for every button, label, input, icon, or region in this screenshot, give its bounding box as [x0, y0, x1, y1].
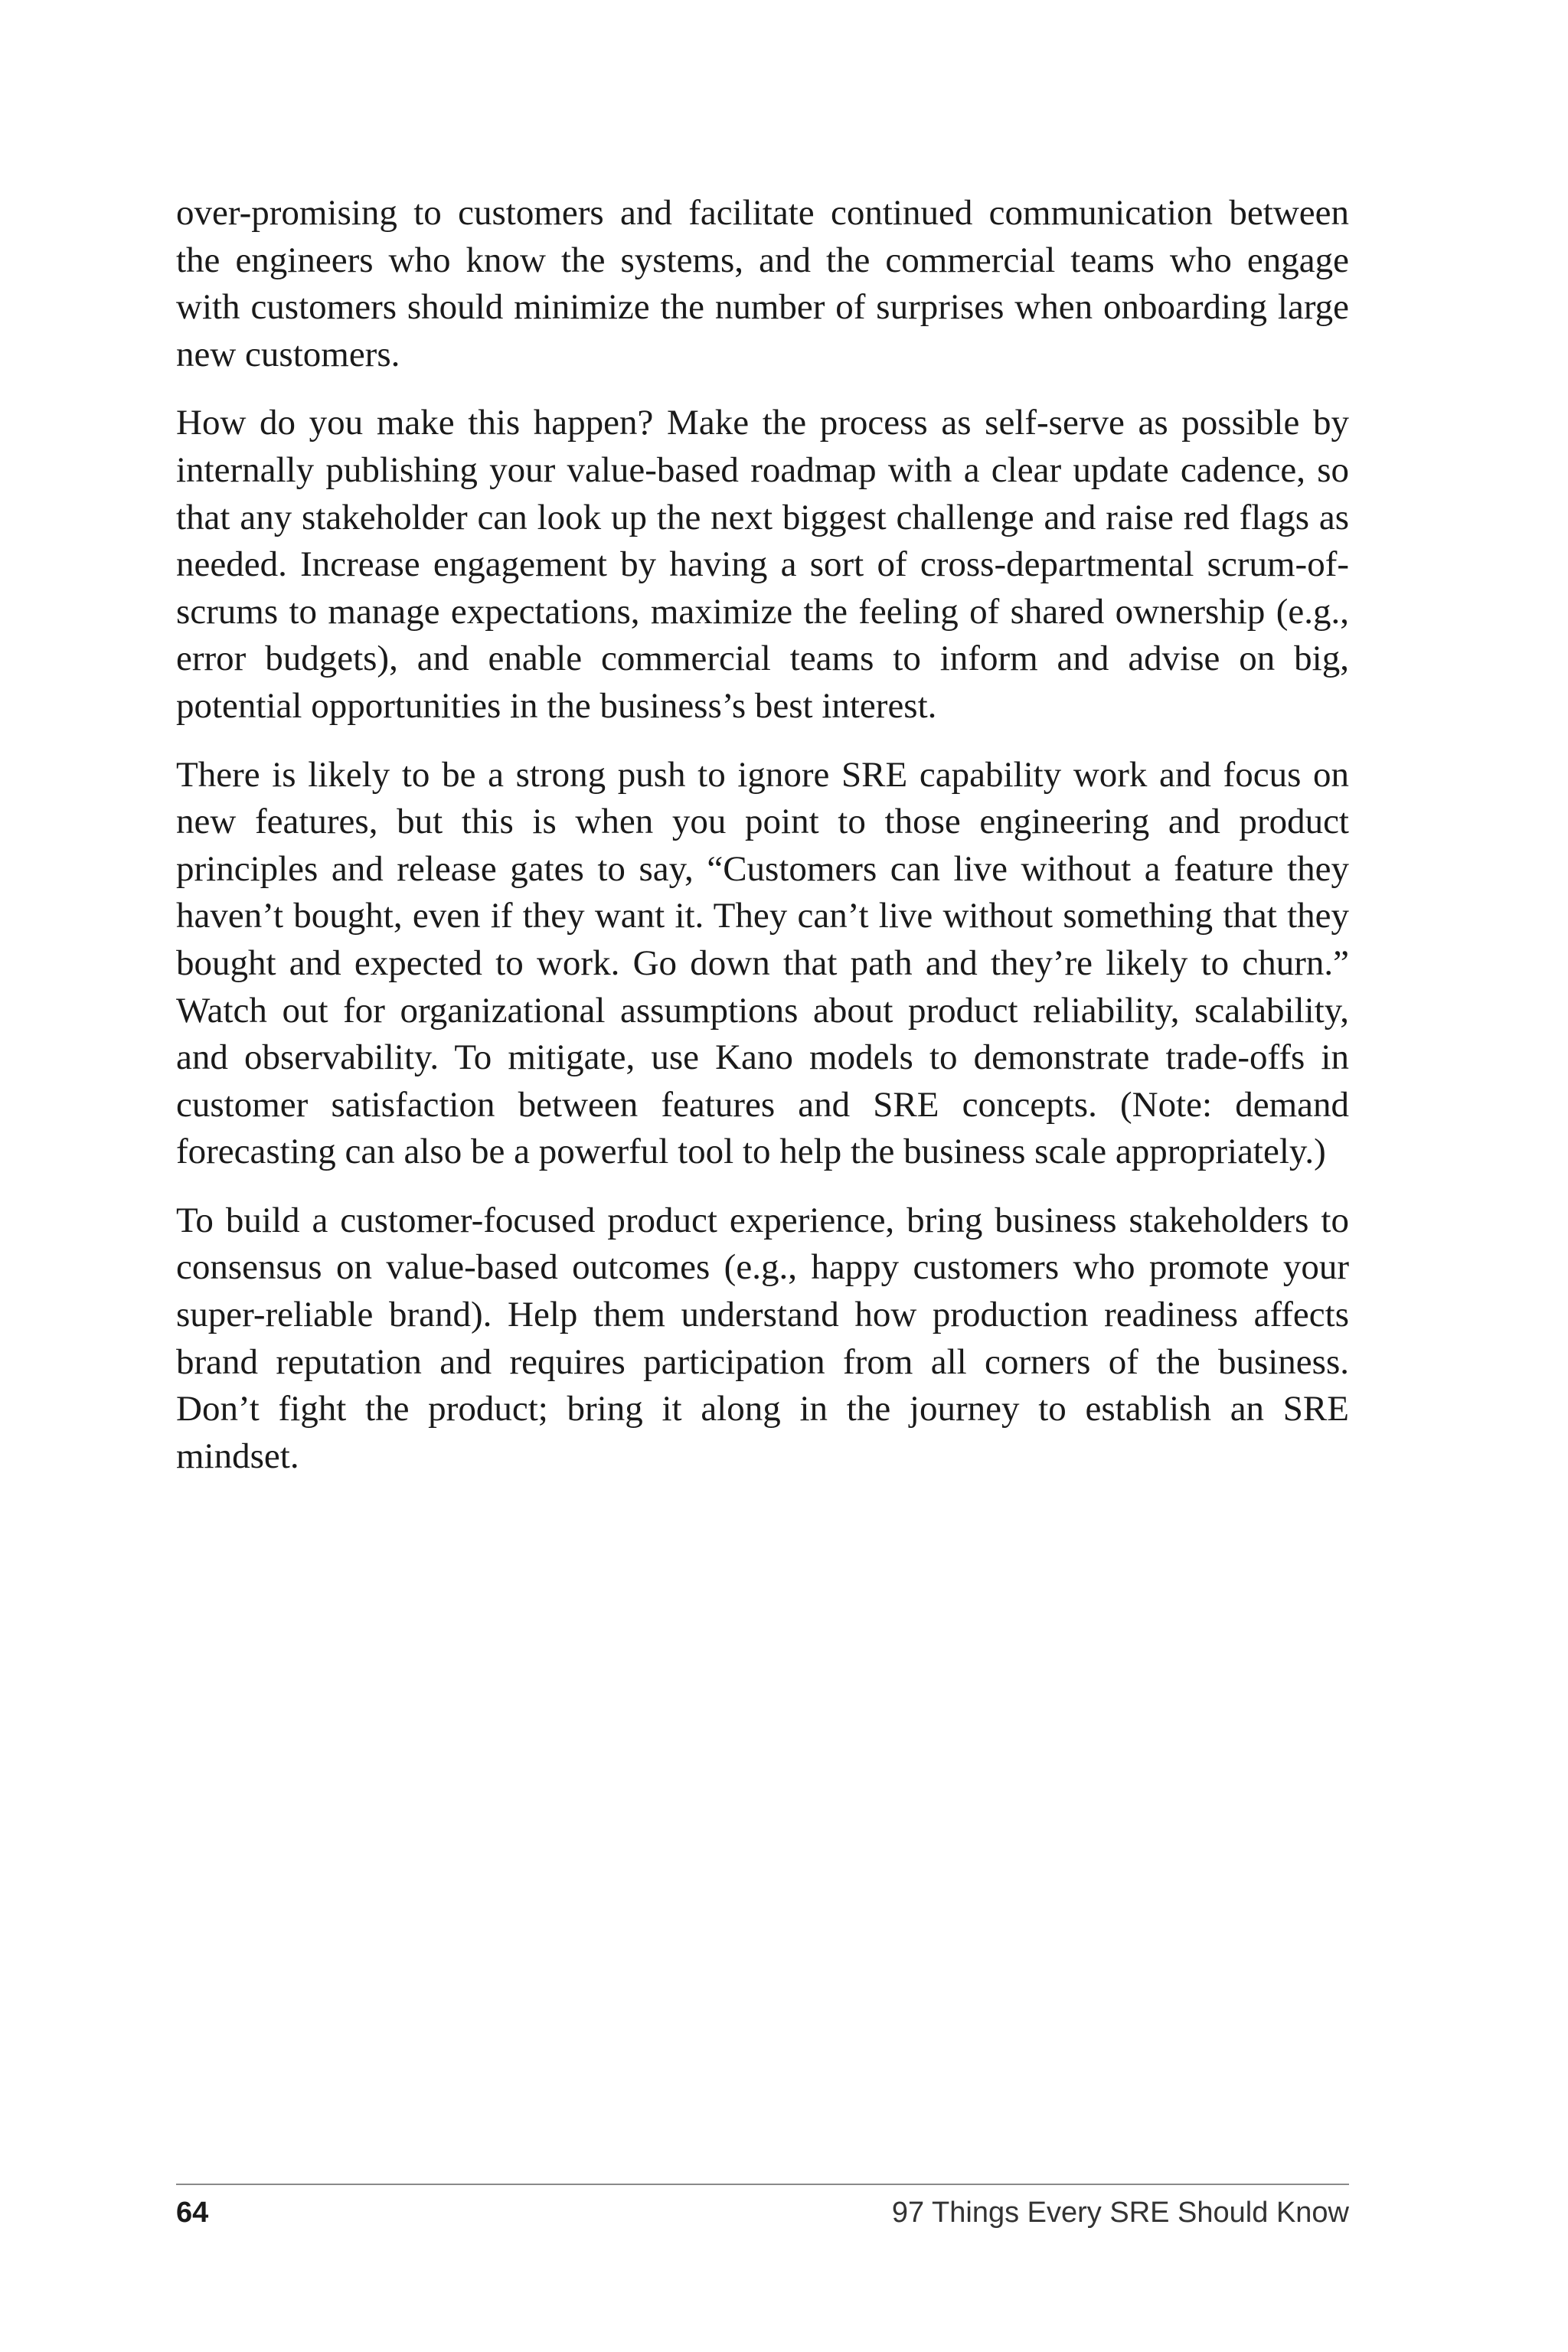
page-number: 64 — [176, 2197, 209, 2229]
paragraph-4: To build a customer-focused product experience, bring business stakeholders to consensus on value-based outcomes (e.g., happy customers who promote your super-reliable brand). Help them understand how production readiness affects brand reputation and requires participation from all corners of the business. Don’t fight the product; bring it along in the journey to establish an SRE mindset. — [176, 1200, 1349, 1476]
paragraph-1: over-promising to customers and facilitate continued communication between the engineers who know the systems, and the commercial teams who engage with customers should minimize the number of surprises when onboarding large new customers. — [176, 193, 1349, 374]
page-footer — [176, 2191, 1349, 2234]
body-text — [176, 190, 1349, 1501]
paragraph-2: How do you make this happen? Make the process as self-serve as possible by internally publishing your value-based roadmap with a clear update cadence, so that any stakeholder can look up the next biggest challenge and raise red flags as needed. Increase engagement by having a sort of cross-departmental scrum-of-scrums to manage expectations, maximize the feeling of shared ownership (e.g., error budgets), and enable commercial teams to inform and advise on big, potential opportunities in the business’s best interest. — [176, 403, 1349, 726]
paragraph-3: There is likely to be a strong push to ignore SRE capability work and focus on new features, but this is when you point to those engineering and product principles and release gates to say, “Customers can live without a feature they haven’t bought, even if they want it. They can’t live without something that they bought and expected to work. Go down that path and they’re likely to churn.” Watch out for organizational assumptions about product reliability, scalability, and observability. To mitigate, use Kano models to demonstrate trade-offs in customer satisfaction between features and SRE concepts. (Note: demand forecasting can also be a powerful tool to help the business scale appropriately.) — [176, 754, 1349, 1172]
running-title: 97 Things Every SRE Should Know — [891, 2197, 1349, 2229]
footer-divider — [176, 2184, 1349, 2185]
